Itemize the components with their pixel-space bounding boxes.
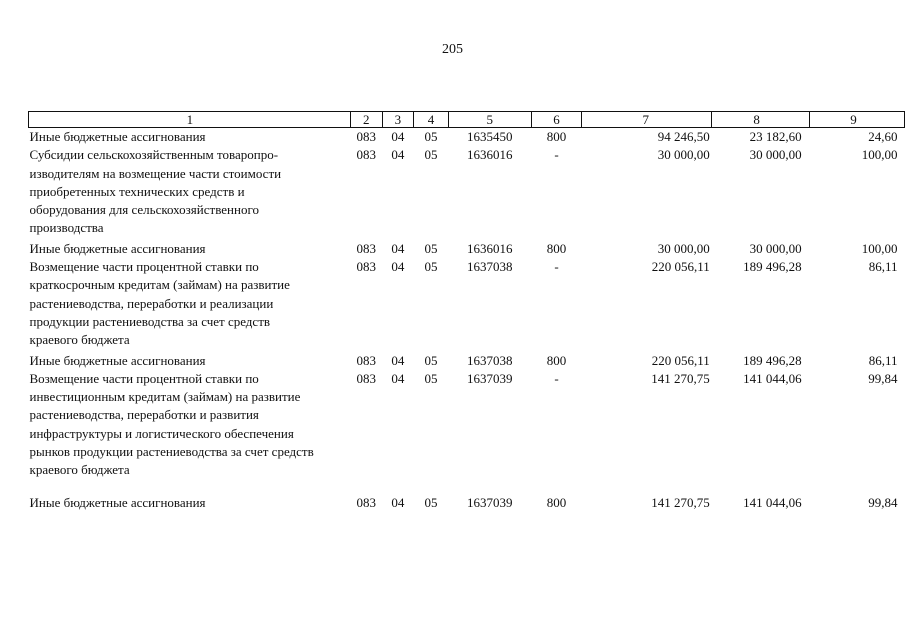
- column-header-3: 3: [382, 112, 414, 128]
- cell-col-8: 23 182,60: [749, 129, 802, 144]
- column-header-9: 9: [810, 112, 905, 128]
- row-description: Иные бюджетные ассигнования: [29, 494, 206, 510]
- cell-col-6: 800: [546, 240, 567, 256]
- cell-col-3: 04: [391, 147, 405, 163]
- cell-col-7: 30 000,00: [657, 240, 710, 256]
- cell-col-5: 1637039: [467, 494, 513, 510]
- cell-col-3: 04: [391, 129, 405, 144]
- cell-col-4: 05: [424, 494, 438, 510]
- column-header-4: 4: [414, 112, 449, 128]
- cell-col-7: 94 246,50: [657, 129, 710, 144]
- cell-col-5: 1637038: [467, 352, 513, 368]
- cell-col-3: 04: [391, 352, 405, 368]
- cell-col-9: 99,84: [868, 494, 898, 510]
- budget-table: [28, 111, 905, 512]
- cell-col-7: 220 056,11: [651, 352, 710, 368]
- cell-col-6: 800: [546, 129, 567, 144]
- column-header-5: 5: [448, 112, 531, 128]
- column-header-8: 8: [712, 112, 810, 128]
- cell-col-9: 86,11: [868, 259, 898, 275]
- cell-col-4: 05: [424, 352, 438, 368]
- cell-col-2: 083: [356, 147, 376, 163]
- column-header-6: 6: [531, 112, 581, 128]
- cell-col-5: 1635450: [467, 129, 513, 144]
- table-row: [29, 258, 905, 351]
- cell-col-5: 1636016: [467, 240, 513, 256]
- cell-col-3: 04: [391, 259, 405, 275]
- cell-col-9: 24,60: [868, 129, 898, 144]
- cell-col-6: 800: [546, 352, 567, 368]
- cell-col-9: 100,00: [861, 240, 898, 256]
- cell-col-2: 083: [356, 240, 376, 256]
- cell-col-9: 99,84: [868, 370, 898, 386]
- cell-col-6: -: [554, 370, 559, 386]
- table-row: [29, 352, 905, 370]
- cell-col-7: 141 270,75: [651, 494, 710, 510]
- row-description: Возмещение части процентной ставки по инвестиционным кредитам (займам) на развитие растениеводства, переработки и развития инфраструктуры и логистического обеспечения рынков продукции растениеводства за счет средств краевого бюджета: [29, 370, 314, 478]
- table-row: [29, 240, 905, 258]
- page-number: 205: [442, 42, 463, 57]
- table-row: [29, 370, 905, 494]
- cell-col-4: 05: [424, 129, 438, 144]
- cell-col-8: 189 496,28: [743, 259, 802, 275]
- cell-col-6: 800: [546, 494, 567, 510]
- cell-col-4: 05: [424, 259, 438, 275]
- cell-col-7: 30 000,00: [657, 147, 710, 163]
- cell-col-7: 141 270,75: [651, 370, 710, 386]
- cell-col-4: 05: [424, 147, 438, 163]
- table-row: [29, 146, 905, 239]
- column-header-1: 1: [29, 112, 351, 128]
- cell-col-8: 141 044,06: [743, 370, 802, 386]
- cell-col-4: 05: [424, 240, 438, 256]
- header-row: [29, 112, 905, 128]
- cell-col-3: 04: [391, 494, 405, 510]
- cell-col-6: -: [554, 147, 559, 163]
- cell-col-2: 083: [356, 129, 376, 144]
- cell-col-8: 189 496,28: [743, 352, 802, 368]
- cell-col-8: 30 000,00: [749, 240, 802, 256]
- cell-col-9: 100,00: [861, 147, 898, 163]
- table-body: [29, 128, 905, 512]
- cell-col-9: 86,11: [868, 352, 898, 368]
- cell-col-2: 083: [356, 494, 376, 510]
- row-description: Иные бюджетные ассигнования: [29, 129, 206, 144]
- row-description: Возмещение части процентной ставки по краткосрочным кредитам (займам) на развитие растениеводства, переработки и реализации продукции растениеводства за счет средств краевого бюджета: [29, 259, 290, 348]
- row-description: Иные бюджетные ассигнования: [29, 240, 206, 256]
- cell-col-6: -: [554, 259, 559, 275]
- cell-col-8: 141 044,06: [743, 494, 802, 510]
- cell-col-3: 04: [391, 370, 405, 386]
- cell-col-4: 05: [424, 370, 438, 386]
- cell-col-5: 1637038: [467, 259, 513, 275]
- cell-col-7: 220 056,11: [651, 259, 710, 275]
- row-description: Иные бюджетные ассигнования: [29, 352, 206, 368]
- cell-col-8: 30 000,00: [749, 147, 802, 163]
- row-description: Субсидии сельскохозяйственным товаропро- изводителям на возмещение части стоимости приобретенных технических средств и оборудования для сельскохозяйственного производства: [29, 147, 282, 236]
- cell-col-5: 1636016: [467, 147, 513, 163]
- cell-col-5: 1637039: [467, 370, 513, 386]
- column-header-2: 2: [350, 112, 382, 128]
- cell-col-3: 04: [391, 240, 405, 256]
- table-row: [29, 494, 905, 512]
- cell-col-2: 083: [356, 370, 376, 386]
- column-header-7: 7: [582, 112, 712, 128]
- table-row: [29, 128, 905, 147]
- cell-col-2: 083: [356, 259, 376, 275]
- cell-col-2: 083: [356, 352, 376, 368]
